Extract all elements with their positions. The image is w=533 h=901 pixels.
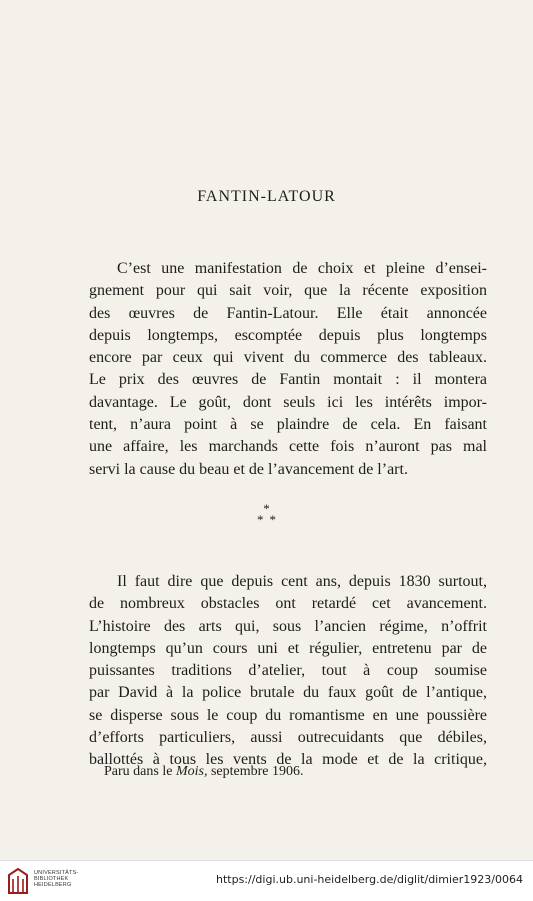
section-separator bbox=[0, 503, 533, 525]
text-line: des œuvres de Fantin-Latour. Elle était annoncée bbox=[89, 304, 487, 322]
library-name-line: HEIDELBERG bbox=[34, 882, 72, 889]
university-library-logo-icon[interactable] bbox=[6, 867, 30, 895]
footnote bbox=[104, 764, 303, 780]
text-line: puissantes traditions d’atelier, tout à coup soumise bbox=[89, 662, 487, 680]
text-line: une affaire, les marchands cette fois n’auront pas mal bbox=[89, 438, 487, 456]
text-line: C’est une manifestation de choix et pleine d’ensei- bbox=[117, 260, 487, 277]
footnote-prefix: Paru dans le bbox=[104, 764, 176, 779]
text-line: de nombreux obstacles ont retardé cet avancement. bbox=[89, 595, 487, 613]
asterisk-top: * bbox=[263, 501, 270, 516]
footnote-suffix: septembre 1906. bbox=[207, 764, 304, 779]
paragraph-1 bbox=[89, 258, 487, 481]
text-line: L’histoire des arts qui, sous l’ancien régime, n’offrit bbox=[89, 617, 487, 635]
text-line: depuis longtemps, escomptée depuis plus longtemps bbox=[89, 326, 487, 344]
text-line: encore par ceux qui vivent du commerce des tableaux. bbox=[89, 349, 487, 367]
page-title: FANTIN-LATOUR bbox=[197, 188, 336, 205]
asterisk-bottom: ** bbox=[257, 512, 282, 527]
text-line: tent, n’aura point à se plaindre de cela. En faisant bbox=[89, 416, 487, 434]
library-name-line: UNIVERSITÄTS- bbox=[34, 870, 79, 876]
text-line: par David à la police brutale du faux goût de l’antique, bbox=[89, 684, 487, 702]
text-line: se disperse sous le coup du romantisme en une poussière bbox=[89, 706, 487, 724]
text-line: ballottés à tous les vents de la mode et de la critique, bbox=[89, 751, 487, 769]
text-line: davantage. Le goût, dont seuls ici les intérêts impor- bbox=[89, 393, 487, 411]
library-name bbox=[34, 870, 78, 889]
footnote-journal: Mois, bbox=[175, 764, 208, 779]
text-line: longtemps qu’un cours uni et régulier, entretenu par de bbox=[89, 639, 487, 657]
page-url-link[interactable]: https://digi.ub.uni-heidelberg.de/diglit/dimier1923/0064 bbox=[216, 873, 523, 886]
text-line: Il faut dire que depuis cent ans, depuis 1830 surtout, bbox=[117, 573, 487, 590]
text-line: d’efforts particuliers, aussi outrecuidants que débiles, bbox=[89, 729, 487, 747]
viewer-footer bbox=[0, 860, 533, 901]
text-line: gnement pour qui sait voir, que la récente exposition bbox=[89, 282, 487, 300]
library-name-line: BIBLIOTHEK bbox=[34, 876, 69, 883]
text-line: Le prix des œuvres de Fantin montait : il montera bbox=[89, 371, 487, 389]
paragraph-2 bbox=[89, 571, 487, 772]
text-line: servi la cause du beau et de l’avancement de l’art. bbox=[89, 460, 408, 478]
